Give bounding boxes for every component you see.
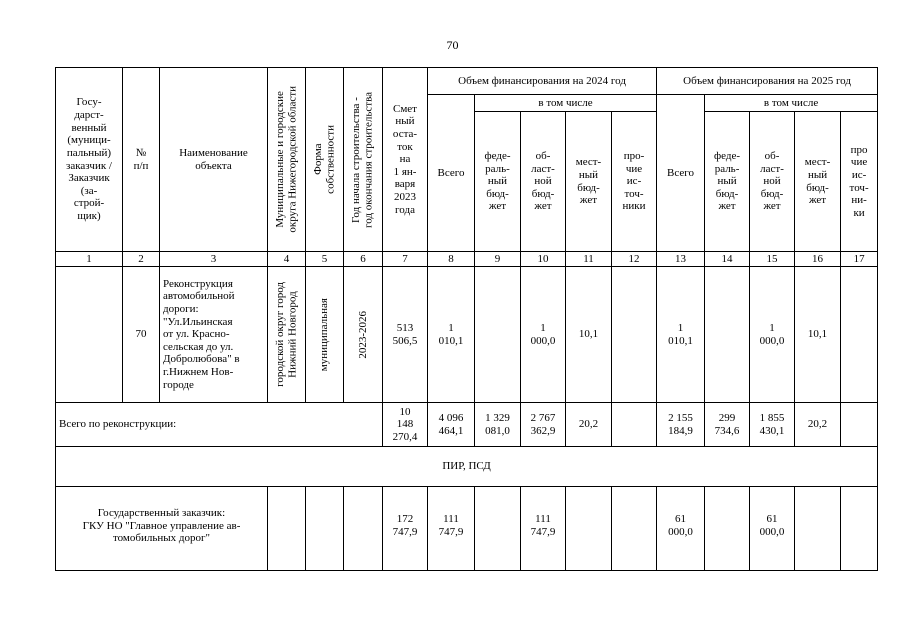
cell-other-2025 — [841, 267, 878, 403]
header-customer: Госу- дарст- венный (муници- пальный) заказчик / Заказчик (за- строй- щик) — [56, 68, 123, 252]
col-number: 14 — [705, 252, 750, 267]
cell-empty — [306, 487, 344, 571]
total-label: Всего по реконструкции: — [56, 403, 383, 447]
cell-estimate: 513 506,5 — [383, 267, 428, 403]
col-number: 4 — [268, 252, 306, 267]
total-2024: 4 096 464,1 — [428, 403, 475, 447]
table-row-object — [56, 267, 878, 403]
customer-regional-2024: 111 747,9 — [521, 487, 566, 571]
col-number: 7 — [383, 252, 428, 267]
header-other-2025: про чие ис- точ- ни- ки — [841, 112, 878, 252]
cell-empty — [344, 487, 383, 571]
customer-total-2024: 111 747,9 — [428, 487, 475, 571]
cell-empty — [612, 487, 657, 571]
total-local-2024: 20,2 — [566, 403, 612, 447]
cell-federal-2025 — [705, 267, 750, 403]
header-federal-2024: феде- раль- ный бюд- жет — [475, 112, 521, 252]
col-number: 15 — [750, 252, 795, 267]
cell-empty — [566, 487, 612, 571]
cell-total-2025: 1 010,1 — [657, 267, 705, 403]
ownership-value: муниципальная — [318, 297, 331, 372]
cell-federal-2024 — [475, 267, 521, 403]
col-number: 2 — [123, 252, 160, 267]
header-years: Год начала строительства - год окончания строительства — [350, 91, 375, 228]
header-name: Наименование объекта — [160, 68, 268, 252]
cell-municipality — [268, 267, 306, 403]
col-number: 9 — [475, 252, 521, 267]
header-fin-2025: Объем финансирования на 2025 год — [657, 68, 878, 95]
section-title: ПИР, ПСД — [56, 447, 878, 487]
cell-ownership — [306, 267, 344, 403]
cell-num: 70 — [123, 267, 160, 403]
header-incl-2025: в том числе — [705, 95, 878, 112]
cell-local-2025: 10,1 — [795, 267, 841, 403]
cell-empty — [795, 487, 841, 571]
cell-local-2024: 10,1 — [566, 267, 612, 403]
col-number: 17 — [841, 252, 878, 267]
header-estimate: Смет ный оста- ток на 1 ян- варя 2023 года — [383, 68, 428, 252]
cell-total-2024: 1 010,1 — [428, 267, 475, 403]
header-municipality: Муниципальные и городские округа Нижегородской области — [273, 86, 299, 233]
total-federal-2025: 299 734,6 — [705, 403, 750, 447]
cell-regional-2025: 1 000,0 — [750, 267, 795, 403]
customer-regional-2025: 61 000,0 — [750, 487, 795, 571]
header-ownership: Форма собственности — [311, 125, 337, 194]
cell-empty — [705, 487, 750, 571]
col-number: 13 — [657, 252, 705, 267]
cell-empty — [841, 487, 878, 571]
header-years-cell — [344, 68, 383, 252]
total-federal-2024: 1 329 081,0 — [475, 403, 521, 447]
total-other-2025 — [841, 403, 878, 447]
total-2025: 2 155 184,9 — [657, 403, 705, 447]
col-number: 16 — [795, 252, 841, 267]
header-municipality-cell — [268, 68, 306, 252]
col-number: 1 — [56, 252, 123, 267]
table-row-total — [56, 403, 878, 447]
cell-empty — [475, 487, 521, 571]
header-incl-2024: в том числе — [475, 95, 657, 112]
total-local-2025: 20,2 — [795, 403, 841, 447]
header-local-2024: мест- ный бюд- жет — [566, 112, 612, 252]
header-other-2024: про- чие ис- точ- ники — [612, 112, 657, 252]
total-other-2024 — [612, 403, 657, 447]
cell-empty — [56, 267, 123, 403]
col-number: 3 — [160, 252, 268, 267]
cell-object-name: Реконструкция автомобильной дороги: "Ул.Ильинская от ул. Красно- сельская до ул. Добролюбова" в г.Нижнем Нов- городе — [160, 267, 268, 403]
header-num: № п/п — [123, 68, 160, 252]
years-value: 2023-2026 — [356, 310, 369, 359]
col-number: 11 — [566, 252, 612, 267]
col-number: 10 — [521, 252, 566, 267]
cell-regional-2024: 1 000,0 — [521, 267, 566, 403]
total-regional-2025: 1 855 430,1 — [750, 403, 795, 447]
header-regional-2025: об- ласт- ной бюд- жет — [750, 112, 795, 252]
header-total-2024: Всего — [428, 95, 475, 252]
cell-years — [344, 267, 383, 403]
header-regional-2024: об- ласт- ной бюд- жет — [521, 112, 566, 252]
header-total-2025: Всего — [657, 95, 705, 252]
header-local-2025: мест- ный бюд- жет — [795, 112, 841, 252]
cell-other-2024 — [612, 267, 657, 403]
col-number: 5 — [306, 252, 344, 267]
financing-table — [55, 67, 878, 571]
customer-total-2025: 61 000,0 — [657, 487, 705, 571]
header-fin-2024: Объем финансирования на 2024 год — [428, 68, 657, 95]
table-row-customer — [56, 487, 878, 571]
col-number: 12 — [612, 252, 657, 267]
cell-empty — [268, 487, 306, 571]
page-number: 70 — [446, 38, 459, 52]
customer-label: Государственный заказчик: ГКУ НО "Главное управление ав- томобильных дорог" — [56, 487, 268, 571]
customer-estimate: 172 747,9 — [383, 487, 428, 571]
header-federal-2025: феде- раль- ный бюд- жет — [705, 112, 750, 252]
col-number: 6 — [344, 252, 383, 267]
total-regional-2024: 2 767 362,9 — [521, 403, 566, 447]
municipality-value: городской округ город Нижний Новгород — [273, 282, 299, 387]
header-ownership-cell — [306, 68, 344, 252]
col-number: 8 — [428, 252, 475, 267]
total-estimate: 10 148 270,4 — [383, 403, 428, 447]
